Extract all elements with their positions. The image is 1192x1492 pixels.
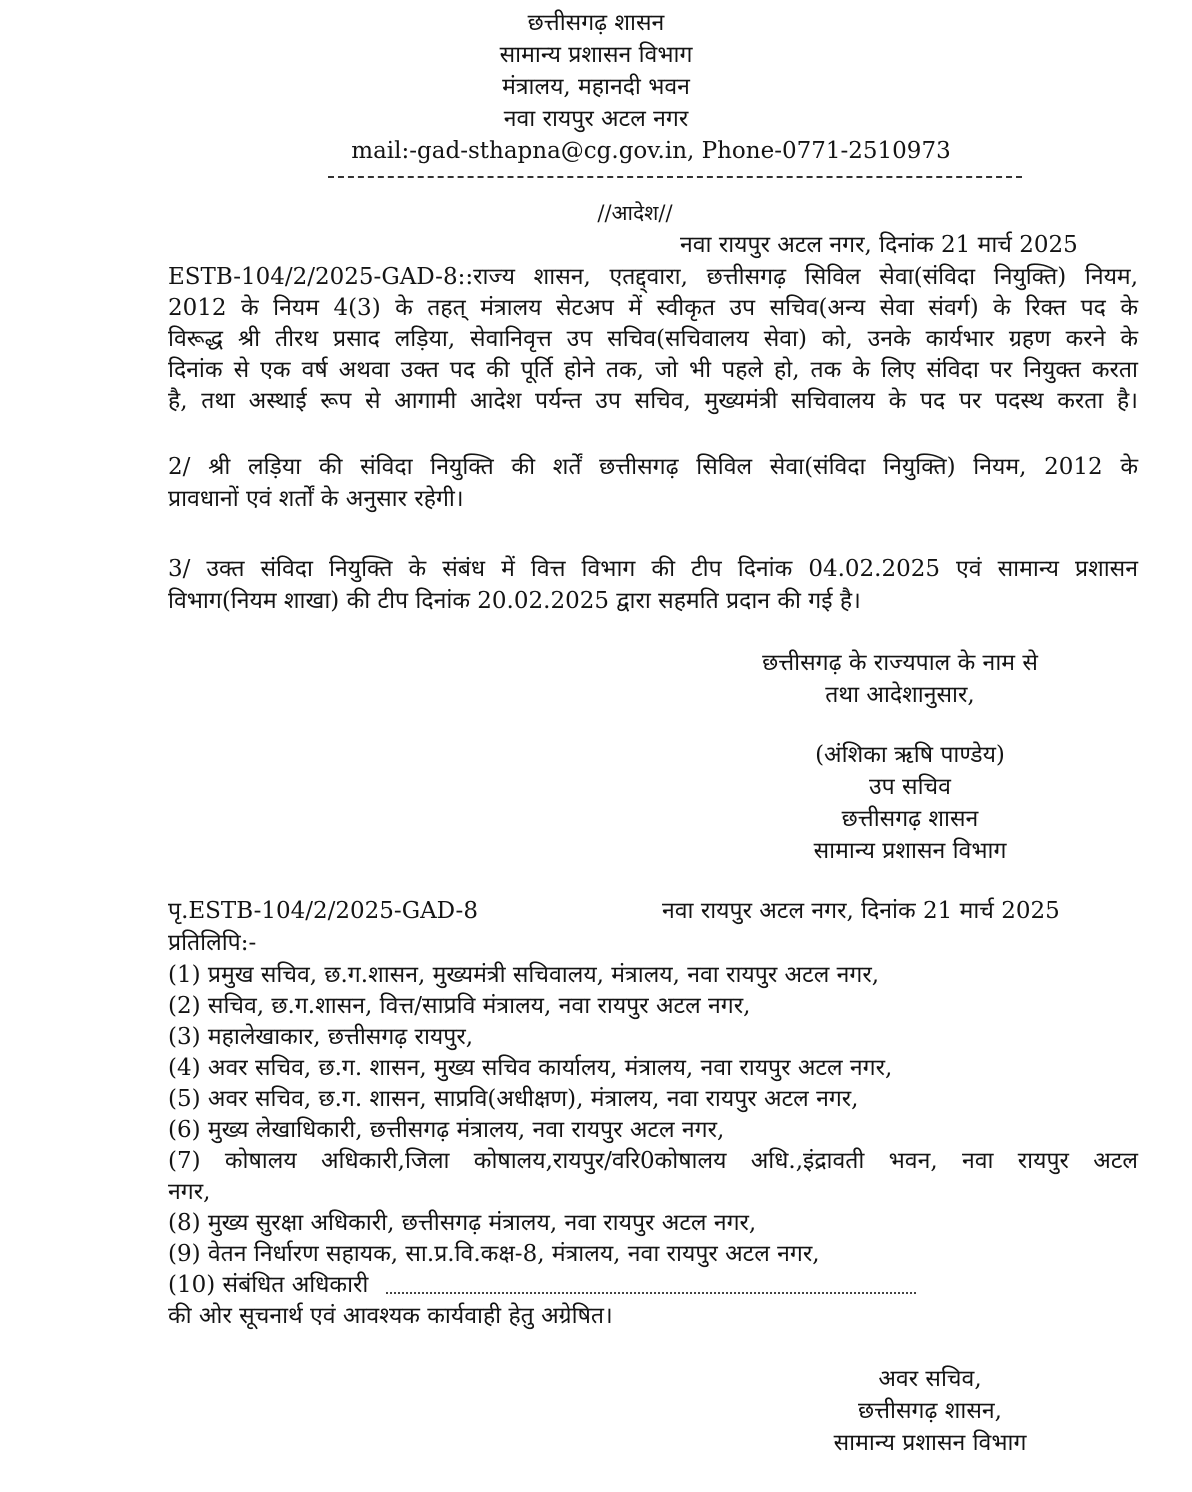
para3-line: विभाग(नियम शाखा) की टीप दिनांक 20.02.2025 द्वारा सहमति प्रदान की गई है। — [168, 588, 861, 614]
para1-line: ESTB-104/2/2025-GAD-8::राज्य शासन, एतद्द्वारा, छत्तीसगढ़ सिविल सेवा(संविदा नियुक्ति) नियम, — [168, 264, 1138, 290]
header-government: छत्तीसगढ़ शासन — [527, 10, 665, 36]
order-place-date: नवा रायपुर अटल नगर, दिनांक 21 मार्च 2025 — [680, 232, 1078, 258]
para2-line: प्रावधानों एवं शर्तों के अनुसार रहेगी। — [168, 486, 464, 512]
copy-item: (9) वेतन निर्धारण सहायक, सा.प्र.वि.कक्ष-8, मंत्रालय, नवा रायपुर अटल नगर, — [168, 1241, 820, 1267]
para1-line: विरूद्ध श्री तीरथ प्रसाद लड़िया, सेवानिवृत्त उप सचिव(सचिवालय सेवा) को, उनके कार्यभार ग्रहण करने के — [168, 326, 1138, 352]
para2-line: 2/ श्री लड़िया की संविदा नियुक्ति की शर्तें छत्तीसगढ़ सिविल सेवा(संविदा नियुक्ति) नियम, 2012 के — [168, 454, 1138, 480]
header-divider — [328, 176, 1022, 178]
header-ministry: मंत्रालय, महानदी भवन — [502, 74, 690, 100]
copy-item: (10) संबंधित अधिकारी — [168, 1272, 369, 1298]
footer-designation: अवर सचिव, — [878, 1366, 982, 1392]
para3-line: 3/ उक्त संविदा नियुक्ति के संबंध में वित्त विभाग की टीप दिनांक 04.02.2025 एवं सामान्य प्रशासन — [168, 556, 1138, 582]
authority-line: तथा आदेशानुसार, — [825, 682, 975, 708]
endorsement-closing: की ओर सूचनार्थ एवं आवश्यक कार्यवाही हेतु अग्रेषित। — [168, 1303, 613, 1329]
signatory-dept: सामान्य प्रशासन विभाग — [813, 838, 1007, 864]
header-contact: mail:-gad-sthapna@cg.gov.in, Phone-0771-2510973 — [351, 138, 951, 164]
signatory-name: (अंशिका ऋषि पाण्डेय) — [815, 742, 1005, 768]
copy-item: (2) सचिव, छ.ग.शासन, वित्त/साप्रवि मंत्रालय, नवा रायपुर अटल नगर, — [168, 993, 751, 1019]
copy-item: (4) अवर सचिव, छ.ग. शासन, मुख्य सचिव कार्यालय, मंत्रालय, नवा रायपुर अटल नगर, — [168, 1055, 893, 1081]
signatory-org: छत्तीसगढ़ शासन — [841, 806, 979, 832]
copy-item: (3) महालेखाकार, छत्तीसगढ़ रायपुर, — [168, 1024, 474, 1050]
footer-org: छत्तीसगढ़ शासन, — [858, 1398, 1002, 1424]
header-department: सामान्य प्रशासन विभाग — [499, 42, 693, 68]
authority-line: छत्तीसगढ़ के राज्यपाल के नाम से — [762, 650, 1038, 676]
copy-label: प्रतिलिपि:- — [168, 930, 257, 956]
para1-line: दिनांक से एक वर्ष अथवा उक्त पद की पूर्ति होने तक, जो भी पहले हो, तक के लिए संविदा पर नियुक्त करता — [168, 357, 1138, 383]
footer-dept: सामान्य प्रशासन विभाग — [833, 1430, 1027, 1456]
para1-line: 2012 के नियम 4(3) के तहत् मंत्रालय सेटअप में स्वीकृत उप सचिव(अन्य सेवा संवर्ग) के रिक्त पद के — [168, 295, 1138, 321]
copy-item: (1) प्रमुख सचिव, छ.ग.शासन, मुख्यमंत्री सचिवालय, मंत्रालय, नवा रायपुर अटल नगर, — [168, 962, 880, 988]
endorsement-place-date: नवा रायपुर अटल नगर, दिनांक 21 मार्च 2025 — [662, 898, 1060, 924]
endorsement-ref: पृ.ESTB-104/2/2025-GAD-8 — [168, 898, 478, 924]
copy-item: (7) कोषालय अधिकारी,जिला कोषालय,रायपुर/वरि0कोषालय अधि.,इंद्रावती भवन, नवा रायपुर अटल — [168, 1148, 1138, 1174]
order-heading: //आदेश// — [597, 201, 673, 225]
header-city: नवा रायपुर अटल नगर — [503, 106, 689, 132]
fill-in-dotted-line — [386, 1292, 916, 1294]
copy-item: (6) मुख्य लेखाधिकारी, छत्तीसगढ़ मंत्रालय, नवा रायपुर अटल नगर, — [168, 1117, 725, 1143]
copy-item: (8) मुख्य सुरक्षा अधिकारी, छत्तीसगढ़ मंत्रालय, नवा रायपुर अटल नगर, — [168, 1210, 757, 1236]
copy-item: (5) अवर सचिव, छ.ग. शासन, साप्रवि(अधीक्षण), मंत्रालय, नवा रायपुर अटल नगर, — [168, 1086, 859, 1112]
signatory-designation: उप सचिव — [869, 774, 951, 800]
para1-line: है, तथा अस्थाई रूप से आगामी आदेश पर्यन्त उप सचिव, मुख्यमंत्री सचिवालय के पद पर पदस्थ करता है। — [168, 388, 1138, 414]
copy-item: नगर, — [168, 1179, 211, 1205]
